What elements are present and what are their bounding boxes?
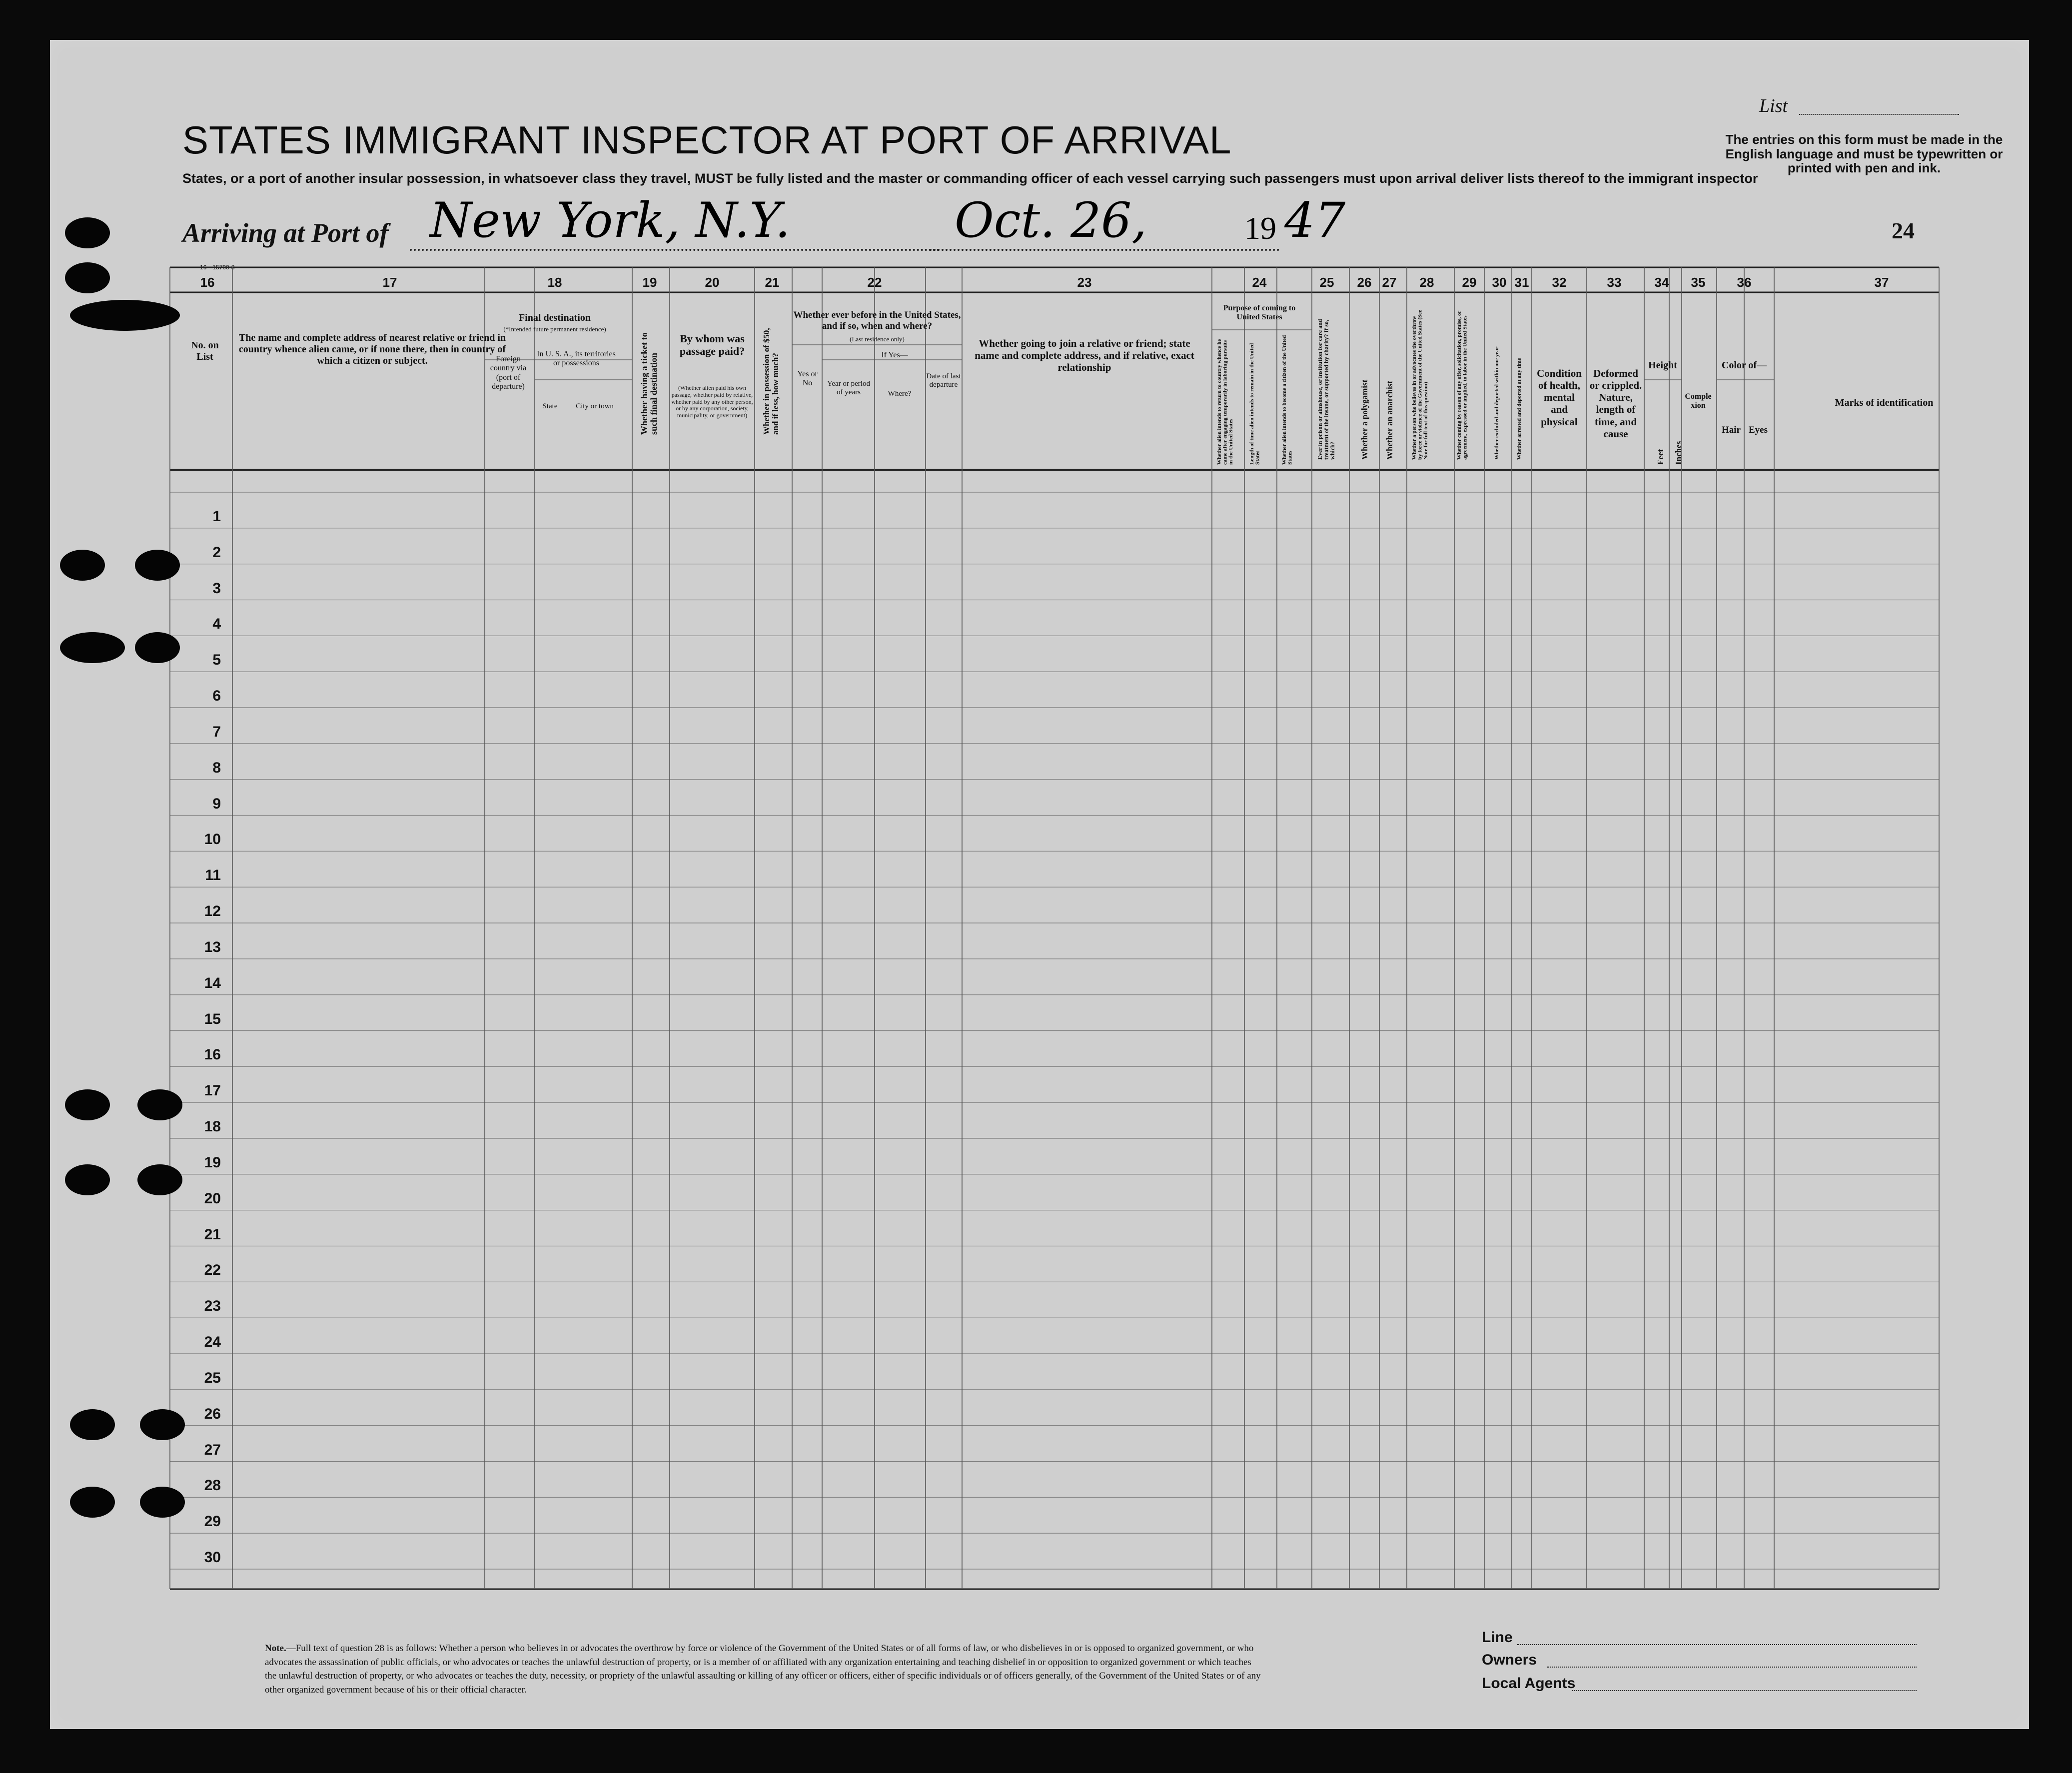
punch-hole xyxy=(60,632,125,663)
local-agents-label: Local Agents xyxy=(1482,1675,1576,1692)
col-24c-heading: Whether alien intends to become a citizen of the United States xyxy=(1281,335,1293,465)
row-number: 26 xyxy=(204,1405,221,1422)
col-18-foreign: Foreign country via (port of departure) xyxy=(490,355,527,391)
punch-hole xyxy=(135,550,180,581)
local-agents-field[interactable] xyxy=(1572,1690,1917,1691)
col-num-23: 23 xyxy=(1077,275,1092,290)
manifest-sheet xyxy=(50,40,2029,1729)
date-value-handwritten: Oct. 26, xyxy=(955,192,1147,248)
row-number: 27 xyxy=(204,1441,221,1458)
col-26-heading: Whether a polygamist xyxy=(1360,379,1369,460)
col-18-city: City or town xyxy=(576,402,614,410)
col-22-ifyes: If Yes— xyxy=(881,351,908,359)
punch-hole xyxy=(140,1409,185,1440)
col-num-22: 22 xyxy=(867,275,882,290)
row-number: 2 xyxy=(212,544,221,561)
line-field[interactable] xyxy=(1517,1644,1917,1645)
list-label: List xyxy=(1759,95,1788,116)
footnote xyxy=(265,1642,1264,1697)
row-number: 20 xyxy=(204,1190,221,1207)
col-31-heading: Whether arrested and deported at any time xyxy=(1516,358,1522,460)
col-22-date: Date of last departure xyxy=(926,372,961,389)
punch-hole xyxy=(65,1164,110,1195)
punch-hole xyxy=(65,1089,110,1120)
year-value-handwritten: 47 xyxy=(1284,192,1346,248)
col-24b-heading: Length of time alien intends to remain in the United States xyxy=(1249,343,1261,465)
row-number: 23 xyxy=(204,1298,221,1315)
col-19-heading: Whether having a ticket to such final destination xyxy=(639,332,659,435)
col-num-34: 34 xyxy=(1654,275,1669,290)
col-num-20: 20 xyxy=(705,275,720,290)
row-number: 7 xyxy=(212,723,221,740)
form-instructions: The entries on this form must be made in the English language and must be typewritten or printed with pen and ink. xyxy=(1725,132,2003,176)
row-number: 22 xyxy=(204,1262,221,1279)
col-30-heading: Whether excluded and deported within one year xyxy=(1494,346,1500,460)
port-value-handwritten: New York, N.Y. xyxy=(430,192,791,248)
col-36-hair: Hair xyxy=(1722,425,1741,435)
col-28-heading: Whether a person who believes in or advocates the overthrow by force or violence of the Government of the United States (See Note for full text of this question) xyxy=(1411,310,1429,460)
col-num-31: 31 xyxy=(1514,275,1529,290)
punch-hole xyxy=(70,1487,115,1518)
punch-hole xyxy=(65,217,110,248)
col-num-25: 25 xyxy=(1319,275,1334,290)
row-number: 14 xyxy=(204,974,221,991)
col-21-heading: Whether in possession of $50, and if less, how much? xyxy=(762,328,780,435)
col-18-heading: Final destination xyxy=(519,312,591,323)
col-18-state: State xyxy=(542,402,558,410)
col-16-heading: No. on List xyxy=(191,340,219,362)
punch-hole xyxy=(140,1487,185,1518)
footnote-label: Note. xyxy=(265,1643,286,1654)
col-22-yesno: Yes or No xyxy=(797,370,818,388)
col-num-21: 21 xyxy=(765,275,780,290)
punch-hole xyxy=(137,1164,182,1195)
col-24a-heading: Whether alien intends to return to country whence he came after engaging temporarily in laboring pursuits in the United States xyxy=(1216,339,1234,465)
row-number: 15 xyxy=(204,1010,221,1027)
owners-field[interactable] xyxy=(1547,1667,1917,1668)
punch-hole xyxy=(60,550,105,581)
row-number: 5 xyxy=(212,652,221,669)
row-number: 28 xyxy=(204,1477,221,1494)
row-number: 24 xyxy=(204,1334,221,1350)
row-number: 8 xyxy=(212,759,221,776)
punch-hole xyxy=(137,1089,182,1120)
row-number: 4 xyxy=(212,616,221,633)
col-22-note: (Last residence only) xyxy=(850,335,905,343)
col-num-30: 30 xyxy=(1492,275,1507,290)
col-33-heading: Deformed or crippled. Nature, length of time, and cause xyxy=(1589,367,1642,440)
col-34-heading: Height xyxy=(1648,360,1677,371)
year-prefix: 19 xyxy=(1244,210,1276,246)
owners-label: Owners xyxy=(1482,1652,1537,1668)
punch-hole xyxy=(65,262,110,293)
col-num-29: 29 xyxy=(1462,275,1477,290)
row-number: 21 xyxy=(204,1226,221,1243)
col-num-37: 37 xyxy=(1874,275,1889,290)
row-number: 17 xyxy=(204,1082,221,1099)
punch-hole xyxy=(135,632,180,663)
row-number: 11 xyxy=(205,867,221,884)
row-number: 30 xyxy=(204,1549,221,1566)
col-36-heading: Color of— xyxy=(1721,360,1767,371)
line-label: Line xyxy=(1482,1629,1513,1646)
col-29-heading: Whether coming by reason of any offer, solicitation, promise, or agreement, expressed or implied, to labor in the United States xyxy=(1456,310,1468,460)
page-number: 24 xyxy=(1892,218,1915,243)
manifest-grid xyxy=(50,40,2029,1729)
col-num-36: 36 xyxy=(1737,275,1752,290)
punch-hole xyxy=(70,300,180,331)
row-number: 1 xyxy=(212,508,221,525)
col-num-33: 33 xyxy=(1607,275,1622,290)
row-number: 12 xyxy=(204,903,221,919)
col-22-where: Where? xyxy=(888,390,912,398)
col-num-18: 18 xyxy=(547,275,562,290)
row-number: 25 xyxy=(204,1369,221,1386)
col-24-heading: Purpose of coming to United States xyxy=(1223,304,1296,322)
form-subtitle: States, or a port of another insular possession, in whatsoever class they travel, MUST be fully listed and the master or commanding officer of each vessel carrying such passengers must upon arrival deliver lists thereof to the immigrant inspector xyxy=(182,171,1758,186)
col-20-note: (Whether alien paid his own passage, whether paid by relative, whether paid by any other person, or by any corporation, society, municipality, or government) xyxy=(671,384,753,419)
col-32-heading: Condition of health, mental and physical xyxy=(1537,367,1582,428)
col-36-eyes: Eyes xyxy=(1749,425,1768,435)
col-num-32: 32 xyxy=(1552,275,1567,290)
row-number: 9 xyxy=(212,795,221,812)
punch-hole xyxy=(70,1409,115,1440)
row-number: 19 xyxy=(204,1154,221,1171)
form-code: 16—15700-8 xyxy=(200,264,235,271)
row-number: 13 xyxy=(204,938,221,955)
col-num-24: 24 xyxy=(1252,275,1267,290)
col-25-heading: Ever in prison or almshouse, or institution for care and treatment of the insane, or supported by charity? If so, which? xyxy=(1316,319,1336,460)
col-20-heading: By whom was passage paid? xyxy=(679,332,745,358)
col-27-heading: Whether an anarchist xyxy=(1385,380,1394,460)
row-number: 29 xyxy=(204,1513,221,1530)
col-num-35: 35 xyxy=(1691,275,1706,290)
col-num-26: 26 xyxy=(1357,275,1372,290)
col-18-usa: In U. S. A., its territories or possessions xyxy=(537,350,616,368)
col-num-27: 27 xyxy=(1382,275,1397,290)
col-num-16: 16 xyxy=(200,275,215,290)
footnote-text: —Full text of question 28 is as follows: Whether a person who believes in or advocates the overthrow by force or violence of the Government of the United States or of all forms of law, or who disbelieves in or is opposed to organized government, or who advocates the assassination of public officials, or who advocates or teaches the unlawful destruction of property, or is a member of or affiliated with any organization entertaining and teaching disbelief in or opposition to organized government or which teaches the unlawful destruction of property, or who advocates or teaches the duty, necessity, or propriety of the unlawful assaulting or killing of any officer or officers, either of specific individuals or of officers generally, of the Government of the United States or of any other organized government because of his or their official character. xyxy=(265,1643,1261,1695)
col-23-heading: Whether going to join a relative or friend; state name and complete address, and if relative, exact relationship xyxy=(975,337,1194,374)
row-number: 3 xyxy=(212,580,221,597)
form-title: STATES IMMIGRANT INSPECTOR AT PORT OF ARRIVAL xyxy=(182,118,1232,162)
arriving-port-label: Arriving at Port of xyxy=(182,218,389,248)
row-number: 18 xyxy=(204,1118,221,1135)
col-num-28: 28 xyxy=(1419,275,1434,290)
col-17-heading: The name and complete address of nearest relative or friend in country whence alien came, or if none there, then in country of which a citizen or subject. xyxy=(238,332,506,366)
col-18-note: (*Intended future permanent residence) xyxy=(503,325,606,333)
col-22-years: Year or period of years xyxy=(827,380,870,397)
col-22-heading: Whether ever before in the United States, and if so, when and where? xyxy=(793,310,961,331)
col-37-heading: Marks of identification xyxy=(1835,397,1934,408)
col-num-19: 19 xyxy=(642,275,657,290)
col-34-inches: Inches xyxy=(1674,441,1683,465)
row-number: 10 xyxy=(204,831,221,848)
row-number: 6 xyxy=(212,688,221,704)
row-number: 16 xyxy=(204,1046,221,1063)
col-34-feet: Feet xyxy=(1656,449,1665,465)
col-35-heading: Complexion xyxy=(1685,392,1712,410)
col-num-17: 17 xyxy=(382,275,397,290)
